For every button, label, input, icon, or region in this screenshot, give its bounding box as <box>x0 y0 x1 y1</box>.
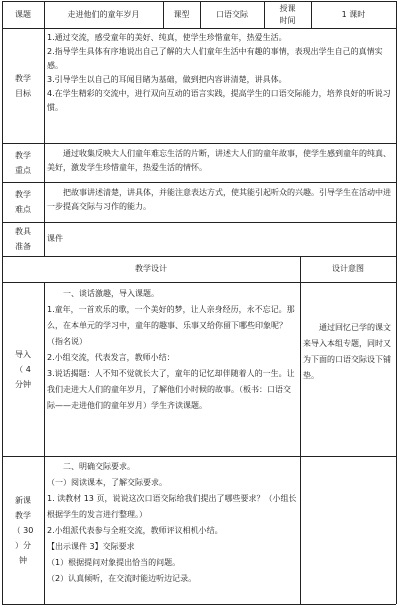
new-lesson-line: 2.小组派代表参与全班交流，教师评议相机小结。 <box>47 526 223 535</box>
intro-label: 导入 （ 4 分钟 <box>15 349 31 389</box>
type-value: 口语交际 <box>216 9 248 19</box>
intro-line: 3.说话揭题：人不知不觉就长大了，童年的记忆却伴随着人的一生。让我们走进大人们的童年岁月，了解他们小时候的故事。（板书：口语交际——走进他们的童年岁月）学生齐读课题。 <box>47 369 295 410</box>
new-lesson-content <box>47 459 298 603</box>
key-points-text: 通过收集反映大人们童年难忘生活的片断，讲述大人们的童年故事，使学生感到童年的纯真、美好，激发学生珍惜童年，热爱生活的情怀。 <box>47 149 391 172</box>
table-border <box>2 143 396 144</box>
new-lesson-line: （一）阅读课本，了解交际要求。 <box>47 478 167 487</box>
table-border <box>2 28 396 29</box>
topic-value: 走进他们的童年岁月 <box>67 9 140 19</box>
new-lesson-heading: 二、明确交际要求。 <box>63 462 135 471</box>
difficulties-text: 把故事讲述清楚，讲具体，并能注意表达方式，使其能引起听众的兴趣。引导学生在活动中进一步提高交际与习作的能力。 <box>47 188 391 211</box>
new-lesson-line: （2）认真倾听，在交流时能边听边记录。 <box>47 574 197 583</box>
time-value: 1 课时 <box>341 9 366 19</box>
table-border <box>300 256 301 604</box>
intro-line: 1.童年，一首欢乐的歌，一个美好的梦，让人亲身经历，永不忘记。那么，在本单元的学习中，童年的趣事、乐事又给你留下哪些印象呢？（指名说） <box>47 305 295 346</box>
intro-intent-text: 通过回忆已学的课文来导入本组专题，同时又为下面的口语交际设下铺垫。 <box>303 323 391 380</box>
table-border <box>2 282 396 283</box>
preparation-value: 课件 <box>47 234 63 243</box>
intro-line: 2.小组交流，代表发言，教师小结： <box>47 353 175 362</box>
objective-item: 1.通过交流，感受童年的美好、纯真，使学生珍惜童年，热爱生活。 <box>47 33 287 42</box>
difficulties-label: 教学 难点 <box>15 190 31 214</box>
intro-content <box>47 286 298 454</box>
topic-label: 课题 <box>15 9 31 19</box>
new-lesson-label: 新课 教学 （ 30 ）分 钟 <box>12 495 34 565</box>
table-border <box>44 282 45 604</box>
objective-item: 2.指导学生具体有序地说出自己了解的大人们童年生活中有趣的事情，表现出学生自己的真情实感。 <box>47 47 383 70</box>
objective-item: 3.引导学生以自己的耳闻目睹为基础，做到把内容讲清楚，讲具体。 <box>47 75 287 84</box>
key-points-content <box>47 147 393 181</box>
new-lesson-line: （1）根据提问对象提出恰当的问题。 <box>47 558 181 567</box>
table-border <box>44 1 45 256</box>
table-border <box>2 456 396 457</box>
table-border <box>2 604 396 605</box>
time-label: 授课 时间 <box>279 3 296 25</box>
new-lesson-line: 1. 读教材 13 页，说说这次口语交际给我们提出了哪些要求？（小组长根据学生的发言进行整理。） <box>47 494 297 519</box>
design-column-header: 教学设计 <box>135 264 167 273</box>
intent-column-header: 设计意图 <box>332 264 364 273</box>
preparation-label: 教具 准备 <box>15 227 31 251</box>
intro-heading: 一、谈话激趣，导入课题。 <box>63 289 159 298</box>
objective-item: 4.在学生精彩的交流中，进行双向互动的语言实践，提高学生的口语交际能力，培养良好的听说习惯。 <box>47 89 391 112</box>
objectives-content <box>47 31 393 141</box>
table-border <box>396 1 397 604</box>
objectives-label: 教学 目标 <box>15 73 31 98</box>
new-lesson-line: 【出示课件 3】交际要求 <box>47 542 135 551</box>
intro-intent <box>303 320 394 420</box>
key-points-label: 教学 重点 <box>15 150 31 175</box>
type-label: 课型 <box>173 9 190 19</box>
difficulties-content <box>47 186 393 221</box>
table-border <box>2 182 396 183</box>
